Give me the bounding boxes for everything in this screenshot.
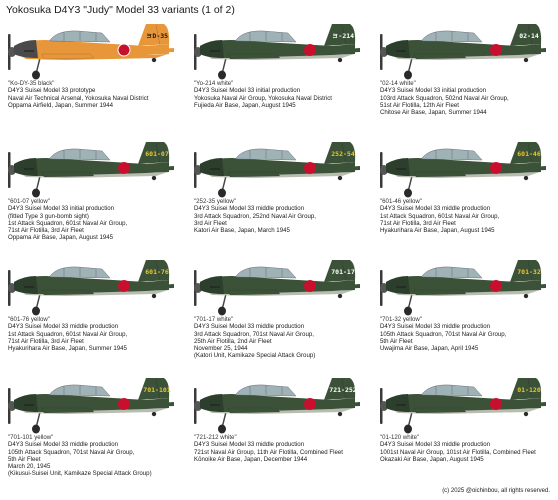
variant-card: [372, 138, 558, 256]
variant-detail-line: D4Y3 Suisei Model 33 middle production: [194, 205, 305, 213]
aircraft-profile: [378, 20, 550, 82]
tail-wheel: [152, 176, 156, 180]
wing: [414, 172, 466, 177]
tail-code: 601-07: [145, 150, 169, 158]
tail-code: ヨ-214: [331, 32, 355, 40]
variant-detail-line: D4Y3 Suisei Model 33 middle production: [380, 205, 491, 213]
variant-detail-line: Chitose Air Base, Japan, Summer 1944: [380, 109, 487, 117]
exhaust: [396, 286, 406, 288]
wing: [414, 408, 466, 413]
variant-name: "701-101 yellow": [8, 434, 54, 441]
variant-caption: [8, 198, 186, 242]
tail-code: 701-101: [143, 386, 171, 394]
exhaust: [24, 286, 34, 288]
tail-code: 01-120: [517, 386, 541, 394]
engine-cowling: [386, 394, 410, 412]
variant-detail-line: Oppama Air Base, Japan, August 1945: [8, 234, 114, 242]
landing-wheel: [32, 425, 40, 434]
variant-name: "Ko-DY-35 black": [8, 80, 55, 87]
variant-detail-line: Oppama Airfield, Japan, Summer 1944: [8, 101, 114, 109]
variant-detail-line: 103rd Attack Squadron, 502nd Naval Air Group,: [380, 94, 509, 102]
variant-detail-line: Katori Air Base, Japan, March 1945: [194, 227, 290, 235]
variant-detail-line: D4Y3 Suisei Model 33 middle production: [380, 441, 491, 449]
variant-name: "01-120 white": [380, 434, 420, 441]
page-title: Yokosuka D4Y3 "Judy" Model 33 variants (1 of 2): [6, 4, 235, 16]
variant-detail-line: 1st Attack Squadron, 601st Naval Air Group,: [8, 330, 128, 338]
aircraft-profile: [6, 20, 178, 82]
variant-name: "701-32 yellow": [380, 316, 422, 323]
engine-cowling: [386, 40, 410, 58]
aircraft-profile: [192, 256, 364, 318]
tail-wheel: [338, 294, 342, 298]
variant-detail-line: Naval Air Technical Arsenal, Yokosuka Naval District: [8, 94, 149, 102]
exhaust: [210, 404, 220, 406]
variant-card: [0, 138, 186, 256]
variant-name: "601-07 yellow": [8, 198, 50, 205]
variant-detail-line: 3rd Air Fleet: [194, 219, 227, 227]
variant-name: "601-76 yellow": [8, 316, 50, 323]
variant-detail-line: 3rd Attack Squadron, 252nd Naval Air Group,: [194, 212, 316, 220]
landing-wheel: [218, 189, 226, 198]
tail-wheel: [524, 176, 528, 180]
variant-detail-line: D4Y3 Suisei Model 33 prototype: [8, 87, 96, 95]
variant-caption: [380, 80, 558, 116]
variant-card: [186, 256, 372, 374]
variant-card: [0, 256, 186, 374]
landing-wheel: [32, 189, 40, 198]
variant-name: "721-212 white": [194, 434, 237, 441]
variant-detail-line: 1st Attack Squadron, 601st Naval Air Group,: [380, 212, 500, 220]
wing: [42, 172, 94, 177]
variant-detail-line: 25th Air Flotilla, 2nd Air Fleet: [194, 337, 272, 345]
variant-caption: [194, 198, 372, 234]
wing: [42, 54, 94, 59]
variant-detail-line: Fujieda Air Base, Japan, August 1945: [194, 101, 296, 109]
engine-cowling: [14, 40, 38, 58]
engine-cowling: [14, 394, 38, 412]
tail-code: 701-32: [517, 268, 541, 276]
variant-detail-line: 5th Air Fleet: [380, 337, 413, 345]
hinomaru-marking: [118, 280, 130, 292]
wing: [42, 408, 94, 413]
variant-caption: [194, 434, 372, 463]
variant-detail-line: D4Y3 Suisei Model 33 middle production: [8, 323, 119, 331]
hinomaru-marking: [490, 398, 502, 410]
exhaust: [24, 50, 34, 52]
variant-detail-line: November 25, 1944: [194, 345, 248, 353]
variant-caption: [380, 198, 558, 234]
variant-detail-line: D4Y3 Suisei Model 33 middle production: [8, 441, 119, 449]
variant-card: [372, 256, 558, 374]
hinomaru-marking: [490, 162, 502, 174]
wing: [228, 54, 280, 59]
landing-wheel: [404, 189, 412, 198]
aircraft-profile: [6, 374, 178, 436]
wing: [414, 290, 466, 295]
variant-caption: [8, 316, 186, 352]
variant-detail-line: 51st Air Flotilla, 12th Air Fleet: [380, 101, 459, 109]
landing-wheel: [32, 71, 40, 80]
engine-cowling: [200, 276, 224, 294]
exhaust: [396, 168, 406, 170]
landing-wheel: [218, 425, 226, 434]
hinomaru-marking: [304, 280, 316, 292]
variant-detail-line: 1001st Naval Air Group, 101st Air Flotilla, Combined Fleet: [380, 448, 536, 456]
tail-code: 601-46: [517, 150, 541, 158]
hinomaru-marking: [304, 44, 316, 56]
wing: [228, 408, 280, 413]
hinomaru-marking: [304, 162, 316, 174]
hinomaru-marking: [490, 280, 502, 292]
tail-wheel: [338, 58, 342, 62]
variant-detail-line: (Katori Unit, Kamikaze Special Attack Group): [194, 352, 316, 360]
exhaust: [210, 168, 220, 170]
landing-wheel: [404, 71, 412, 80]
variant-detail-line: D4Y3 Suisei Model 33 middle production: [380, 323, 491, 331]
variant-card: [186, 374, 372, 492]
aircraft-profile: [192, 374, 364, 436]
variant-card: [186, 20, 372, 138]
engine-cowling: [200, 40, 224, 58]
variant-detail-line: D4Y3 Suisei Model 33 initial production: [380, 87, 487, 95]
variant-detail-line: 71st Air Flotilla, 3rd Air Fleet: [8, 337, 84, 345]
variant-card: [372, 374, 558, 492]
landing-wheel: [218, 307, 226, 316]
landing-wheel: [32, 307, 40, 316]
hinomaru-marking: [118, 44, 130, 56]
variant-detail-line: 3rd Attack Squadron, 701st Naval Air Group,: [194, 330, 314, 338]
aircraft-profile: [192, 138, 364, 200]
variant-detail-line: 71st Air Flotilla, 3rd Air Fleet: [8, 227, 84, 235]
variant-card: [372, 20, 558, 138]
variant-detail-line: (Kikusui-Suisei Unit, Kamikaze Special Attack Group): [8, 470, 152, 478]
tail-wheel: [152, 412, 156, 416]
engine-cowling: [14, 276, 38, 294]
variant-card: [0, 374, 186, 492]
variant-detail-line: Yokosuka Naval Air Group, Yokosuka Naval District: [194, 94, 332, 102]
variant-card: [0, 20, 186, 138]
hinomaru-marking: [118, 162, 130, 174]
copyright: (c) 2025 @oichinbou, all rights reserved.: [442, 488, 550, 494]
variant-detail-line: Hyakurihara Air Base, Japan, August 1945: [380, 227, 495, 235]
variant-detail-line: Hyakurihara Air Base, Japan, Summer 1945: [8, 345, 127, 353]
variant-caption: [8, 434, 186, 478]
variant-card: [186, 138, 372, 256]
aircraft-profile: [378, 256, 550, 318]
variant-name: "Yo-214 white": [194, 80, 234, 87]
variant-caption: [8, 80, 186, 109]
engine-cowling: [200, 394, 224, 412]
variant-caption: [194, 316, 372, 360]
variant-detail-line: (fitted Type 3 gun-bomb sight): [8, 212, 89, 220]
variant-detail-line: Kōnoike Air Base, Japan, December 1944: [194, 455, 308, 463]
wing: [414, 54, 466, 59]
aircraft-profile: [6, 138, 178, 200]
tail-wheel: [524, 412, 528, 416]
hinomaru-marking: [304, 398, 316, 410]
variant-detail-line: D4Y3 Suisei Model 33 initial production: [194, 87, 301, 95]
variant-detail-line: D4Y3 Suisei Model 33 middle production: [194, 323, 305, 331]
variant-detail-line: D4Y3 Suisei Model 33 initial production: [8, 205, 115, 213]
aircraft-profile: [378, 374, 550, 436]
tail-wheel: [524, 294, 528, 298]
landing-wheel: [404, 307, 412, 316]
tail-code: 252-54: [331, 150, 355, 158]
exhaust: [396, 50, 406, 52]
wing: [42, 290, 94, 295]
landing-wheel: [404, 425, 412, 434]
exhaust: [210, 286, 220, 288]
variant-name: "701-17 white": [194, 316, 234, 323]
tail-wheel: [152, 294, 156, 298]
variant-detail-line: 105th Attack Squadron, 701st Naval Air Group,: [8, 448, 135, 456]
variant-name: "252-35 yellow": [194, 198, 236, 205]
variant-name: "02-14 white": [380, 80, 416, 87]
engine-cowling: [386, 276, 410, 294]
exhaust: [24, 404, 34, 406]
variant-name: "601-46 yellow": [380, 198, 422, 205]
landing-wheel: [218, 71, 226, 80]
hinomaru-marking: [118, 398, 130, 410]
tail-code: 601-76: [145, 268, 169, 276]
variant-detail-line: 5th Air Fleet: [8, 455, 41, 463]
tail-code: 721-252: [329, 386, 357, 394]
tail-wheel: [524, 58, 528, 62]
variant-detail-line: 1st Attack Squadron, 601st Naval Air Group,: [8, 219, 128, 227]
tail-wheel: [338, 176, 342, 180]
variant-caption: [380, 434, 558, 463]
tail-wheel: [152, 58, 156, 62]
tail-code: 02-14: [519, 32, 539, 40]
aircraft-profile: [6, 256, 178, 318]
aircraft-profile: [192, 20, 364, 82]
variant-detail-line: Okazaki Air Base, Japan, August 1945: [380, 455, 484, 463]
variant-detail-line: 71st Air Flotilla, 3rd Air Fleet: [380, 219, 456, 227]
aircraft-profile: [378, 138, 550, 200]
hinomaru-marking: [490, 44, 502, 56]
tail-code: 701-17: [331, 268, 355, 276]
engine-cowling: [14, 158, 38, 176]
wing: [228, 290, 280, 295]
wing: [228, 172, 280, 177]
variant-detail-line: D4Y3 Suisei Model 33 middle production: [194, 441, 305, 449]
variant-detail-line: Uwajima Air Base, Japan, April 1945: [380, 345, 479, 353]
exhaust: [210, 50, 220, 52]
variant-detail-line: March 20, 1945: [8, 463, 51, 471]
variant-caption: [380, 316, 558, 352]
variant-detail-line: 105th Attack Squadron, 701st Naval Air Group,: [380, 330, 507, 338]
tail-wheel: [338, 412, 342, 416]
tail-code: ヨD-35: [145, 32, 169, 40]
variant-detail-line: 721st Naval Air Group, 11th Air Flotilla, Combined Fleet: [194, 448, 343, 456]
engine-cowling: [386, 158, 410, 176]
exhaust: [396, 404, 406, 406]
variant-caption: [194, 80, 372, 109]
engine-cowling: [200, 158, 224, 176]
exhaust: [24, 168, 34, 170]
